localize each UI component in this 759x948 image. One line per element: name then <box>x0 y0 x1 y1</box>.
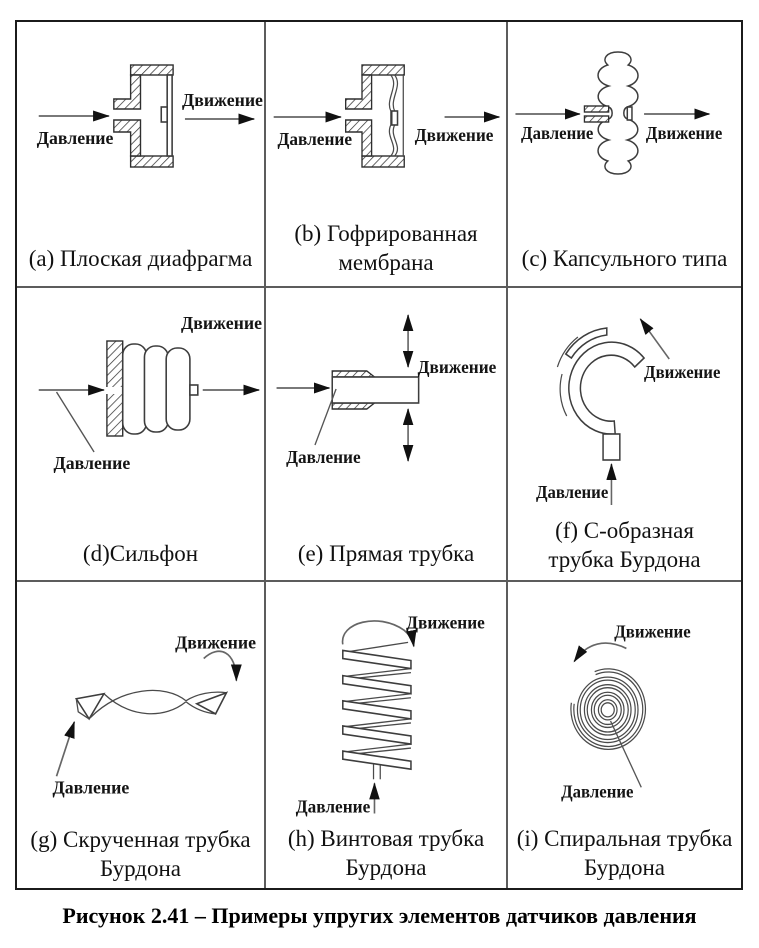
straight-tube-diagram <box>266 288 506 580</box>
cell-f-c-bourdon <box>508 288 741 582</box>
movement-label: Движение <box>644 362 721 383</box>
figure-caption: Рисунок 2.41 – Примеры упругих элементов датчиков давления <box>62 903 697 928</box>
movement-label: Движение <box>417 356 497 378</box>
movement-label: Движение <box>414 124 494 146</box>
cell-caption-line1: (h) Винтовая трубка <box>287 826 485 851</box>
corrugated-membrane <box>389 75 397 156</box>
movement-label: Движение <box>181 312 262 334</box>
movement-label: Движение <box>175 632 257 653</box>
pressure-label: Давление <box>36 127 114 149</box>
cell-e-straight-tube <box>266 288 508 582</box>
pressure-label: Давление <box>521 123 594 144</box>
inlet-fitting <box>603 434 620 460</box>
cell-caption-line2: трубка Бурдона <box>548 547 701 572</box>
cell-caption-line1: (b) Гофрированная <box>294 221 478 246</box>
cell-g-twisted-bourdon <box>17 582 266 888</box>
movement-label: Движение <box>614 620 691 642</box>
cell-d-bellows <box>17 288 266 582</box>
pressure-label: Давление <box>561 780 634 802</box>
bellows-element <box>123 344 198 434</box>
movement-arrow <box>204 651 237 680</box>
pressure-label: Давление <box>295 796 371 817</box>
cell-caption: (a) Плоская диафрагма <box>28 246 253 271</box>
cell-h-helical-bourdon <box>266 582 508 888</box>
cell-caption: (e) Прямая трубка <box>297 541 475 566</box>
spiral-tube <box>571 669 646 750</box>
pressure-label: Давление <box>286 446 361 468</box>
cell-c-capsule <box>508 22 741 288</box>
cell-caption-line2: Бурдона <box>583 855 666 880</box>
cell-caption-line1: (i) Спиральная трубка <box>516 826 733 851</box>
pressure-label: Давление <box>277 128 353 150</box>
figure-grid <box>15 20 743 890</box>
pressure-leader-line <box>57 392 95 452</box>
cell-i-spiral-bourdon <box>508 582 741 888</box>
pressure-label: Давление <box>53 452 131 474</box>
bellows-diagram <box>17 288 264 580</box>
helical-coil <box>343 642 411 779</box>
cell-caption-line2: Бурдона <box>345 855 427 880</box>
cell-caption: (d)Сильфон <box>82 541 199 566</box>
c-bourdon-tube <box>569 342 644 434</box>
movement-arrow <box>640 319 669 359</box>
mounting-plate <box>106 341 124 436</box>
movement-arrow <box>574 643 626 661</box>
cell-a-flat-diaphragm <box>17 22 266 288</box>
pressure-leader-line <box>315 389 336 445</box>
twisted-tube <box>76 690 226 718</box>
movement-label: Движение <box>406 611 485 633</box>
cell-caption-line1: (g) Скрученная трубка <box>30 827 251 852</box>
movement-label: Движение <box>181 89 263 111</box>
movement-label: Движение <box>645 123 723 144</box>
pressure-label: Давление <box>535 482 609 503</box>
pressure-arrow <box>57 722 75 776</box>
capsule-element <box>584 52 638 174</box>
cell-caption-line1: (f) С-образная <box>555 518 694 543</box>
cell-caption-line2: Бурдона <box>99 856 182 881</box>
cell-caption-line2: мембрана <box>338 250 434 275</box>
cell-caption: (c) Капсульного типа <box>521 246 728 271</box>
flat-diaphragm <box>161 75 172 156</box>
cell-b-corrugated-membrane <box>266 22 508 288</box>
straight-tube <box>332 377 418 403</box>
pressure-label: Давление <box>52 777 130 798</box>
